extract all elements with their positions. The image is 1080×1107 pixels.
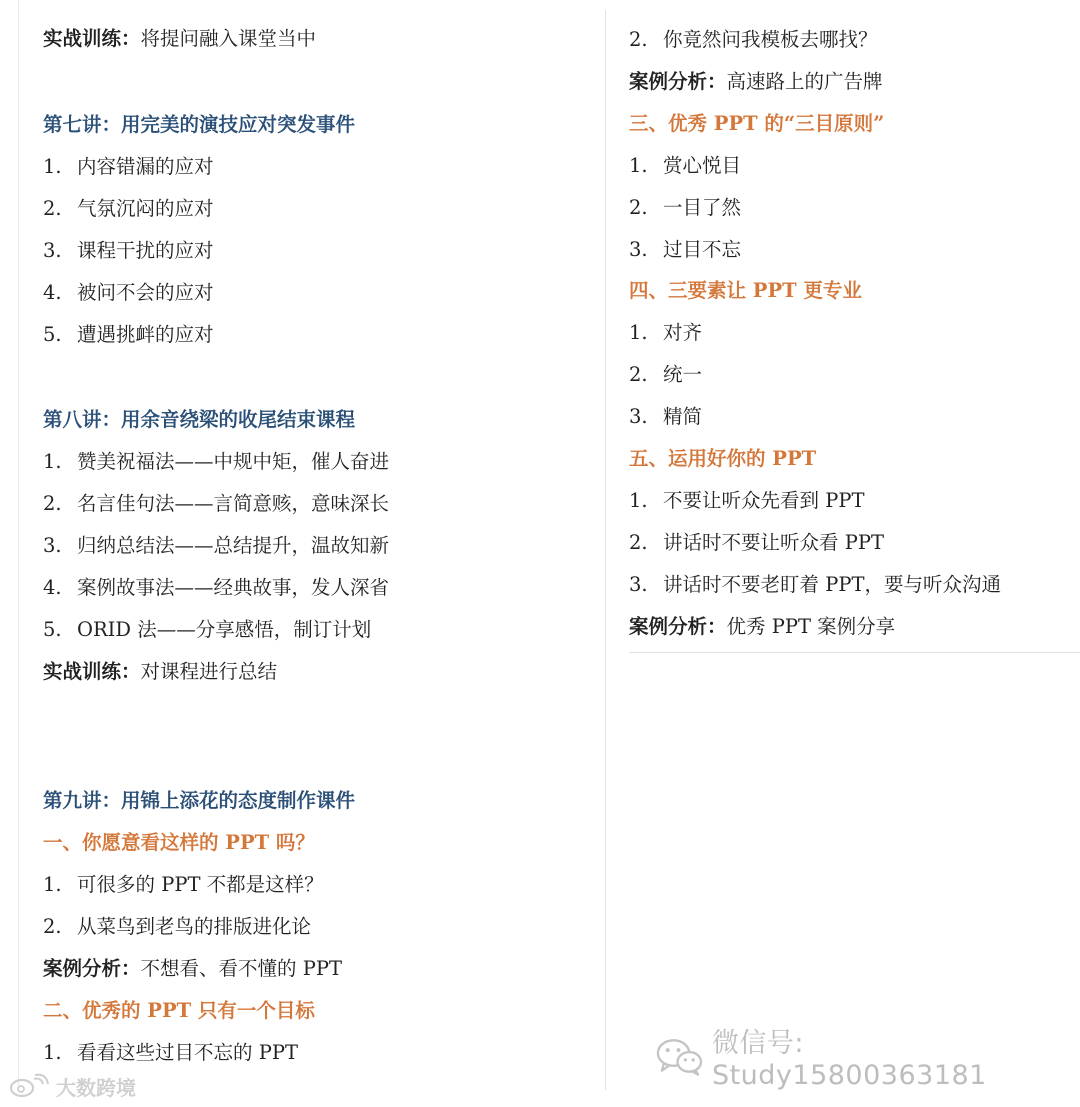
list-item xyxy=(43,322,214,348)
item-number: 2. xyxy=(629,28,648,51)
wechat-watermark-text: 微信号: Study15800363181 xyxy=(711,1028,987,1091)
item-number: 2. xyxy=(629,196,648,219)
item-number: 5. xyxy=(43,323,62,346)
case-analysis-line xyxy=(629,69,883,95)
practice-text: 对课程进行总结 xyxy=(140,660,278,683)
left-margin-rule xyxy=(18,0,19,1090)
list-item xyxy=(629,404,702,430)
item-number: 1. xyxy=(629,321,648,344)
item-number: 1. xyxy=(43,450,62,473)
item-number: 2. xyxy=(629,363,648,386)
item-text: 名言佳句法——言简意赅，意味深长 xyxy=(77,492,390,515)
case-text: 优秀 PPT 案例分享 xyxy=(726,615,896,638)
section-heading: 二、优秀的 PPT 只有一个目标 xyxy=(43,999,315,1022)
item-number: 1. xyxy=(43,155,62,178)
item-text: 一目了然 xyxy=(663,196,742,219)
item-text: 气氛沉闷的应对 xyxy=(77,197,214,220)
case-label: 案例分析： xyxy=(629,615,727,638)
item-text: 课程干扰的应对 xyxy=(77,239,214,262)
wechat-icon xyxy=(655,1036,704,1076)
case-analysis-line xyxy=(629,614,895,640)
practice-text: 将提问融入课堂当中 xyxy=(140,27,317,50)
section-heading: 五、运用好你的 PPT xyxy=(629,447,817,470)
item-number: 2. xyxy=(43,915,62,938)
list-item xyxy=(629,153,741,179)
item-text: ORID 法——分享感悟，制订计划 xyxy=(77,618,372,641)
item-text: 赞美祝福法——中规中矩，催人奋进 xyxy=(77,450,390,473)
item-number: 4. xyxy=(43,576,62,599)
list-item xyxy=(629,27,878,53)
list-item xyxy=(629,530,884,556)
item-text: 遭遇挑衅的应对 xyxy=(77,323,214,346)
lecture-7-heading: 第七讲：用完美的演技应对突发事件 xyxy=(43,113,356,136)
item-number: 2. xyxy=(43,197,62,220)
list-item xyxy=(43,872,324,898)
item-text: 过目不忘 xyxy=(663,238,742,261)
list-item xyxy=(43,280,214,306)
case-label: 案例分析： xyxy=(43,957,141,980)
item-text: 讲话时不要让听众看 PPT xyxy=(663,531,884,554)
list-item xyxy=(629,195,741,221)
weibo-icon xyxy=(8,1073,52,1099)
case-label: 案例分析： xyxy=(629,70,727,93)
list-item xyxy=(43,617,371,643)
item-text: 内容错漏的应对 xyxy=(77,155,214,178)
practice-line xyxy=(43,26,316,52)
item-number: 3. xyxy=(43,239,62,262)
item-text: 可很多的 PPT 不都是这样？ xyxy=(77,873,324,896)
list-item xyxy=(43,575,389,601)
list-item xyxy=(43,1040,298,1066)
item-number: 1. xyxy=(43,873,62,896)
list-item xyxy=(629,488,864,514)
list-item xyxy=(43,238,214,264)
item-text: 精简 xyxy=(663,405,703,428)
item-text: 你竟然问我模板去哪找？ xyxy=(663,28,878,51)
list-item xyxy=(629,362,702,388)
section-heading: 一、你愿意看这样的 PPT 吗？ xyxy=(43,831,315,854)
list-item xyxy=(43,154,214,180)
item-number: 1. xyxy=(629,489,648,512)
item-text: 赏心悦目 xyxy=(663,154,742,177)
list-item xyxy=(43,491,389,517)
weibo-watermark xyxy=(8,1072,136,1100)
item-text: 被问不会的应对 xyxy=(77,281,214,304)
item-text: 对齐 xyxy=(663,321,703,344)
list-item xyxy=(629,320,702,346)
list-item xyxy=(43,533,389,559)
item-text: 不要让听众先看到 PPT xyxy=(663,489,865,512)
item-text: 从菜鸟到老鸟的排版进化论 xyxy=(77,915,312,938)
list-item xyxy=(629,572,1001,598)
list-item xyxy=(629,237,741,263)
practice-label: 实战训练： xyxy=(43,660,141,683)
item-text: 看看这些过目不忘的 PPT xyxy=(77,1041,298,1064)
section-end-rule xyxy=(629,652,1080,653)
item-number: 3. xyxy=(629,238,648,261)
case-text: 不想看、看不懂的 PPT xyxy=(140,957,342,980)
case-analysis-line xyxy=(43,956,342,982)
item-number: 3. xyxy=(43,534,62,557)
item-text: 归纳总结法——总结提升，温故知新 xyxy=(77,534,390,557)
wechat-watermark xyxy=(655,1028,1080,1091)
list-item xyxy=(43,196,214,222)
practice-line xyxy=(43,659,277,685)
lecture-8-heading: 第八讲：用余音绕梁的收尾结束课程 xyxy=(43,408,356,431)
item-number: 5. xyxy=(43,618,62,641)
item-number: 3. xyxy=(629,405,648,428)
item-number: 1. xyxy=(629,154,648,177)
item-text: 案例故事法——经典故事，发人深省 xyxy=(77,576,390,599)
item-number: 2. xyxy=(629,531,648,554)
item-number: 4. xyxy=(43,281,62,304)
column-divider xyxy=(605,10,606,1090)
item-number: 2. xyxy=(43,492,62,515)
practice-label: 实战训练： xyxy=(43,27,141,50)
section-heading: 四、三要素让 PPT 更专业 xyxy=(629,279,862,302)
lecture-9-heading: 第九讲：用锦上添花的态度制作课件 xyxy=(43,789,356,812)
list-item xyxy=(43,449,389,475)
item-number: 1. xyxy=(43,1041,62,1064)
item-text: 统一 xyxy=(663,363,703,386)
list-item xyxy=(43,914,311,940)
weibo-watermark-text: 大数跨境 xyxy=(56,1075,136,1100)
item-text: 讲话时不要老盯着 PPT，要与听众沟通 xyxy=(663,573,1001,596)
item-number: 3. xyxy=(629,573,648,596)
section-heading: 三、优秀 PPT 的“三目原则” xyxy=(629,112,885,135)
case-text: 高速路上的广告牌 xyxy=(726,70,883,93)
